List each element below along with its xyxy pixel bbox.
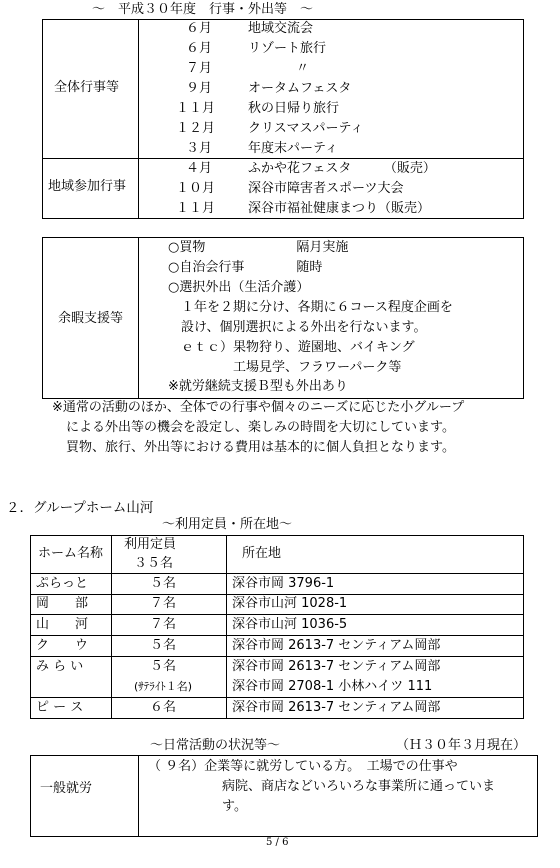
capacity-heading: ～利用定員・所在地～ [162,517,293,532]
home-name: ピ ー ス [36,700,84,715]
daily-heading: ～日常活動の状況等～ [150,738,281,753]
leisure-line: ※就労継続支援Ｂ型も外出あり [168,379,348,394]
event-month: ９月 [186,81,213,96]
home-capacity: ５名 [150,638,177,653]
home-address: 深谷市山河 1036-5 [232,617,348,632]
home-capacity: ５名 [150,576,177,591]
daily-line: 病院、商店などいろいろな事業所に通っていま [222,779,496,794]
home-address: 深谷市岡 2613-7 センティアム岡部 [232,700,441,715]
leisure-line: ○買物 隔月実施 [168,240,349,255]
event-name: 地域交流会 [248,21,314,36]
leisure-line: ○選択外出（生活介護） [168,280,310,295]
group-label-all-events: 全体行事等 [54,80,120,95]
home-name: ク ウ [36,638,89,653]
leisure-line: 設け、個別選択による外出を行ないます。 [168,320,427,335]
event-name: オータムフェスタ [248,81,352,96]
section-title: ２．グループホーム山河 [6,500,154,516]
note-line: ※通常の活動のほか、全体での行事や個々のニーズに応じた小グループ [52,400,465,415]
home-capacity-satellite: (ｻﾃﾗｲﾄ１名) [134,680,193,693]
event-name: 秋の日帰り旅行 [248,101,340,116]
leisure-line: ○自治会行事 随時 [168,260,323,275]
leisure-label: 余暇支援等 [58,311,124,326]
daily-date: （Ｈ３０年３月現在） [396,738,527,753]
event-name: ふかや花フェスタ （販売） [248,161,436,176]
home-address: 深谷市岡 2613-7 センティアム岡部 [232,659,441,674]
event-name: 〃 [296,61,310,76]
event-month: １１月 [176,201,216,216]
home-address: 深谷市岡 2708-1 小林ハイツ 111 [232,679,433,694]
event-month: ４月 [186,161,213,176]
daily-label: 一般就労 [40,781,93,796]
event-month: ３月 [186,141,213,156]
leisure-line: 工場見学、フラワーパーク等 [168,360,402,375]
group-label-community-events: 地域参加行事 [48,179,127,194]
home-name: ぷらっと [36,576,89,591]
event-name: リゾート旅行 [248,41,327,56]
home-address: 深谷市岡 2613-7 センティアム岡部 [232,638,441,653]
event-month: ６月 [186,21,213,36]
event-name: 年度末パーティ [248,141,338,156]
event-month: １１月 [176,101,216,116]
header-address: 所在地 [242,546,282,561]
home-capacity: ７名 [150,596,177,611]
home-capacity: ６名 [150,700,177,715]
note-line: による外出等の機会を設定し、楽しみの時間を大切にしています。 [66,420,455,435]
header-home-name: ホーム名称 [38,546,104,561]
event-month: １０月 [176,181,216,196]
event-name: クリスマスパーティ [248,121,364,136]
header-capacity: 利用定員 [124,537,177,552]
home-name: 岡 部 [36,596,89,611]
daily-line: す。 [222,799,247,814]
home-address: 深谷市岡 3796-1 [232,576,335,591]
home-name: 山 河 [36,617,89,632]
event-name: 深谷市障害者スポーツ大会 [248,181,404,196]
leisure-line: １年を２期に分け、各期に６コース程度企画を [168,300,453,315]
event-month: １２月 [176,121,216,136]
event-name: 深谷市福祉健康まつり（販売） [248,201,431,216]
home-name: み ら い [36,659,84,674]
event-month: ６月 [186,41,213,56]
home-address: 深谷市山河 1028-1 [232,596,348,611]
header-capacity-total: ３５名 [134,556,174,571]
home-capacity: ７名 [150,617,177,632]
leisure-line: ｅｔｃ）果物狩り、遊園地、バイキング [168,340,415,355]
page-number: 5 / 6 [266,837,289,848]
home-capacity: ５名 [150,659,177,674]
note-line: 買物、旅行、外出等における費用は基本的に個人負担となります。 [66,440,455,455]
event-month: ７月 [186,61,213,76]
daily-line: （ ９名）企業等に就労している方。 工場での仕事や [148,759,458,774]
events-heading: ～ 平成３０年度 行事・外出等 ～ [92,2,314,17]
